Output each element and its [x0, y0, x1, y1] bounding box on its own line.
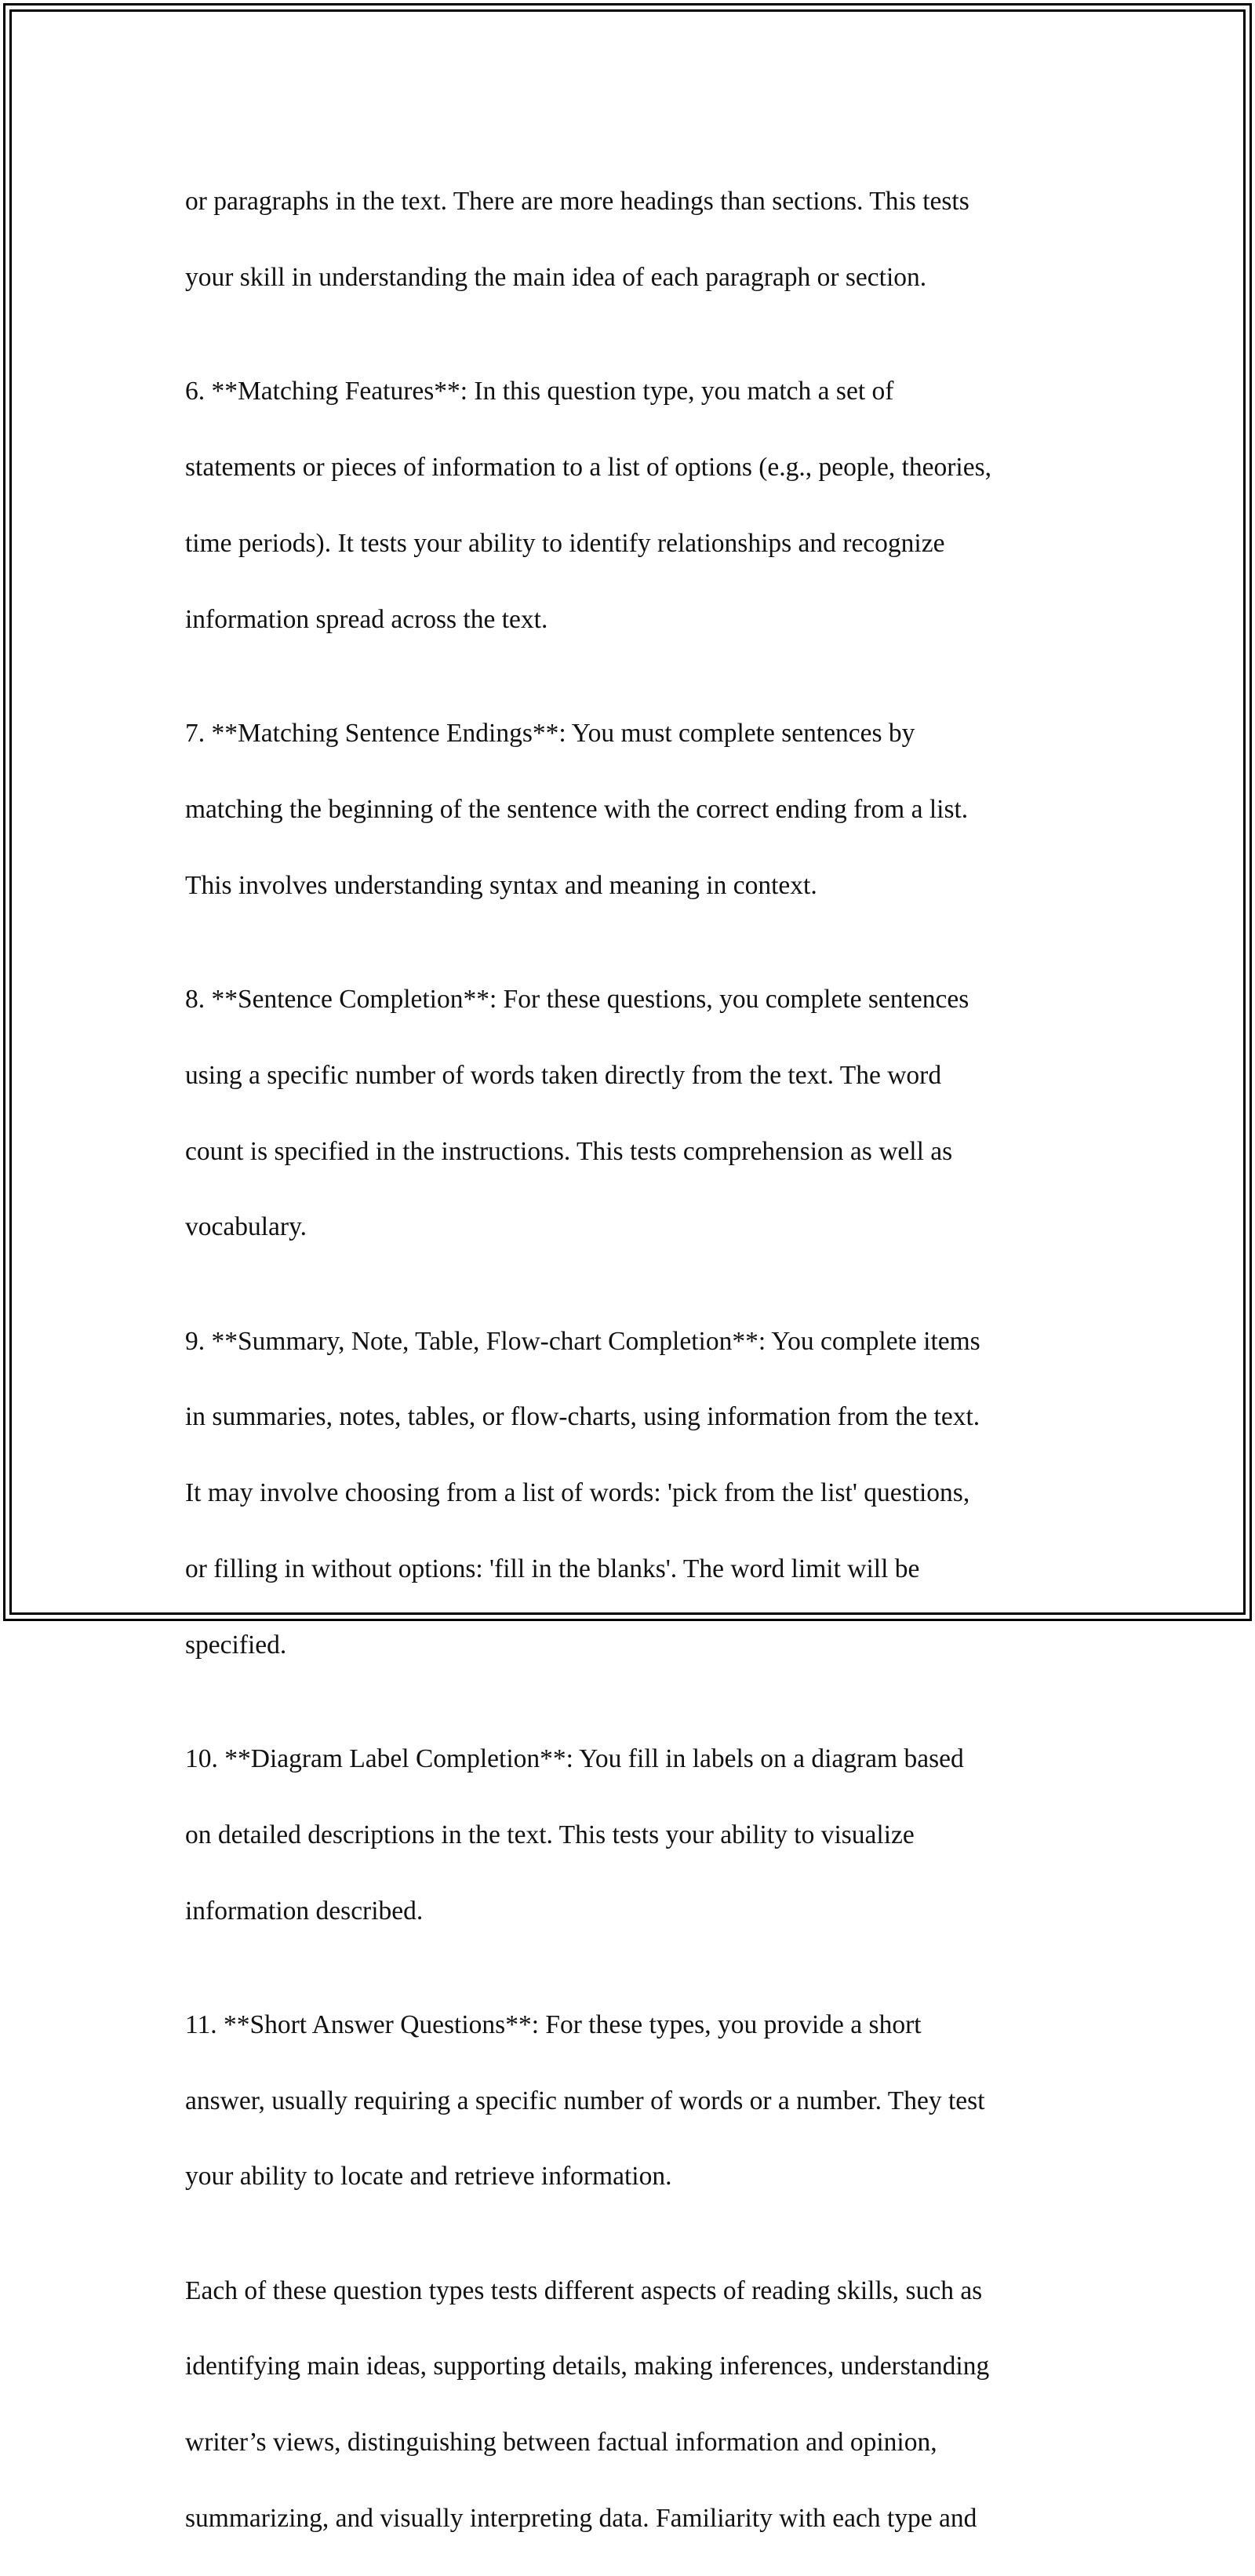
- text-line: Each of these question types tests different aspects of reading skills, such as: [185, 2275, 983, 2305]
- text-line: information described.: [185, 1896, 424, 1926]
- text-line: 7. **Matching Sentence Endings**: You must complete sentences by: [185, 719, 915, 749]
- text-line: time periods). It tests your ability to identify relationships and recognize: [185, 529, 945, 559]
- text-line: your skill in understanding the main idea of each paragraph or section.: [185, 263, 927, 293]
- text-line: writer’s views, distinguishing between factual information and opinion,: [185, 2428, 937, 2458]
- text-line: summarizing, and visually interpreting data. Familiarity with each type and: [185, 2504, 977, 2534]
- text-line: answer, usually requiring a specific number of words or a number. They test: [185, 2086, 985, 2115]
- paragraph-matching-features: [185, 335, 1079, 639]
- text-line: on detailed descriptions in the text. This tests your ability to visualize: [185, 1820, 915, 1849]
- text-line: identifying main ideas, supporting details, making inferences, understanding: [185, 2352, 990, 2381]
- text-line: 9. **Summary, Note, Table, Flow-chart Completion**: You complete items: [185, 1326, 980, 1356]
- paragraph-summary-completion: [185, 1284, 1079, 1664]
- text-line: using a specific number of words taken directly from the text. The word: [185, 1060, 942, 1090]
- text-line: information spread across the text.: [185, 604, 548, 634]
- paragraph-headings-continuation: [185, 145, 1079, 297]
- text-line: 10. **Diagram Label Completion**: You fill in labels on a diagram based: [185, 1743, 964, 1773]
- text-line: matching the beginning of the sentence with the correct ending from a list.: [185, 794, 969, 824]
- text-line: in summaries, notes, tables, or flow-charts, using information from the text.: [185, 1402, 980, 1432]
- text-line: It may involve choosing from a list of words: 'pick from the list' questions,: [185, 1478, 970, 1508]
- text-line: 6. **Matching Features**: In this question type, you match a set of: [185, 377, 894, 406]
- paragraph-short-answer-questions: [185, 1968, 1079, 2195]
- document-body: [185, 145, 1079, 2576]
- paragraph-matching-sentence-endings: [185, 677, 1079, 905]
- text-line: your ability to locate and retrieve information.: [185, 2162, 672, 2192]
- text-line: or paragraphs in the text. There are more headings than sections. This tests: [185, 187, 969, 217]
- text-line: count is specified in the instructions. This tests comprehension as well as: [185, 1136, 953, 1166]
- text-line: statements or pieces of information to a list of options (e.g., people, theories,: [185, 453, 992, 483]
- text-line: specified.: [185, 1630, 287, 1660]
- text-line: This involves understanding syntax and meaning in context.: [185, 870, 817, 900]
- text-line: 8. **Sentence Completion**: For these questions, you complete sentences: [185, 984, 969, 1014]
- text-line: or filling in without options: 'fill in the blanks'. The word limit will be: [185, 1554, 920, 1583]
- text-line: 11. **Short Answer Questions**: For these types, you provide a short: [185, 2009, 922, 2039]
- text-line: vocabulary.: [185, 1212, 307, 1242]
- paragraph-diagram-label-completion: [185, 1703, 1079, 1930]
- paragraph-sentence-completion: [185, 942, 1079, 1246]
- paragraph-summary-conclusion: [185, 2234, 1079, 2538]
